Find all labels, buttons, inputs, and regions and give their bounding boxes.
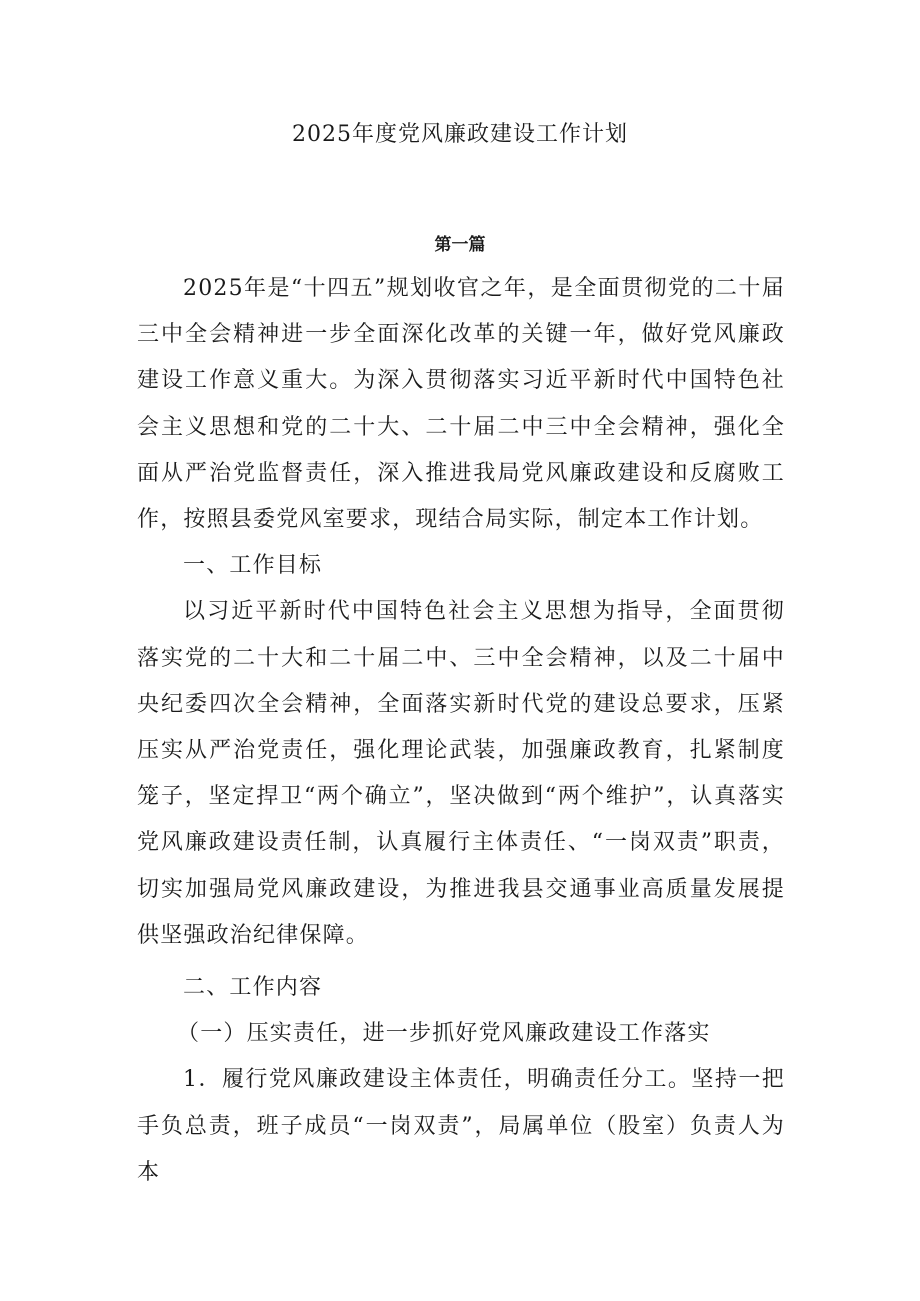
heading-work-content: 二、工作内容 — [183, 975, 323, 1001]
paragraph-work-goals: 以习近平新时代中国特色社会主义思想为指导，全面贯彻落实党的二十大和二十届二中、三中全会精神，以及二十届中央纪委四次全会精神，全面落实新时代党的建设总要求，压紧压实从严治党责任，强化理论武装，加强廉政教育，扎紧制度笼子，坚定捍卫“两个确立”，坚决做到“两个维护”，认真落实党风廉政建设责任制，认真履行主体责任、“一岗双责”职责，切实加强局党风廉政建设，为推进我县交通事业高质量发展提供坚强政治纪律保障。 — [137, 599, 785, 948]
paragraph-item-1: 1．履行党风廉政建设主体责任，明确责任分工。坚持一把手负总责，班子成员“一岗双责”，局属单位（股室）负责人为本 — [137, 1067, 785, 1185]
section-heading: 第一篇 — [434, 235, 486, 255]
heading-work-goals: 一、工作目标 — [183, 553, 323, 579]
document-title: 2025年度党风廉政建设工作计划 — [292, 122, 628, 147]
subheading-responsibility: （一）压实责任，进一步抓好党风廉政建设工作落实 — [177, 1021, 711, 1047]
document-body — [137, 266, 785, 1196]
paragraph-intro: 2025年是“十四五”规划收官之年，是全面贯彻党的二十届三中全会精神进一步全面深化改革的关键一年，做好党风廉政建设工作意义重大。为深入贯彻落实习近平新时代中国特色社会主义思想和党的二十大、二十届二中三中全会精神，强化全面从严治党监督责任，深入推进我局党风廉政建设和反腐败工作，按照县委党风室要求，现结合局实际，制定本工作计划。 — [137, 276, 785, 533]
